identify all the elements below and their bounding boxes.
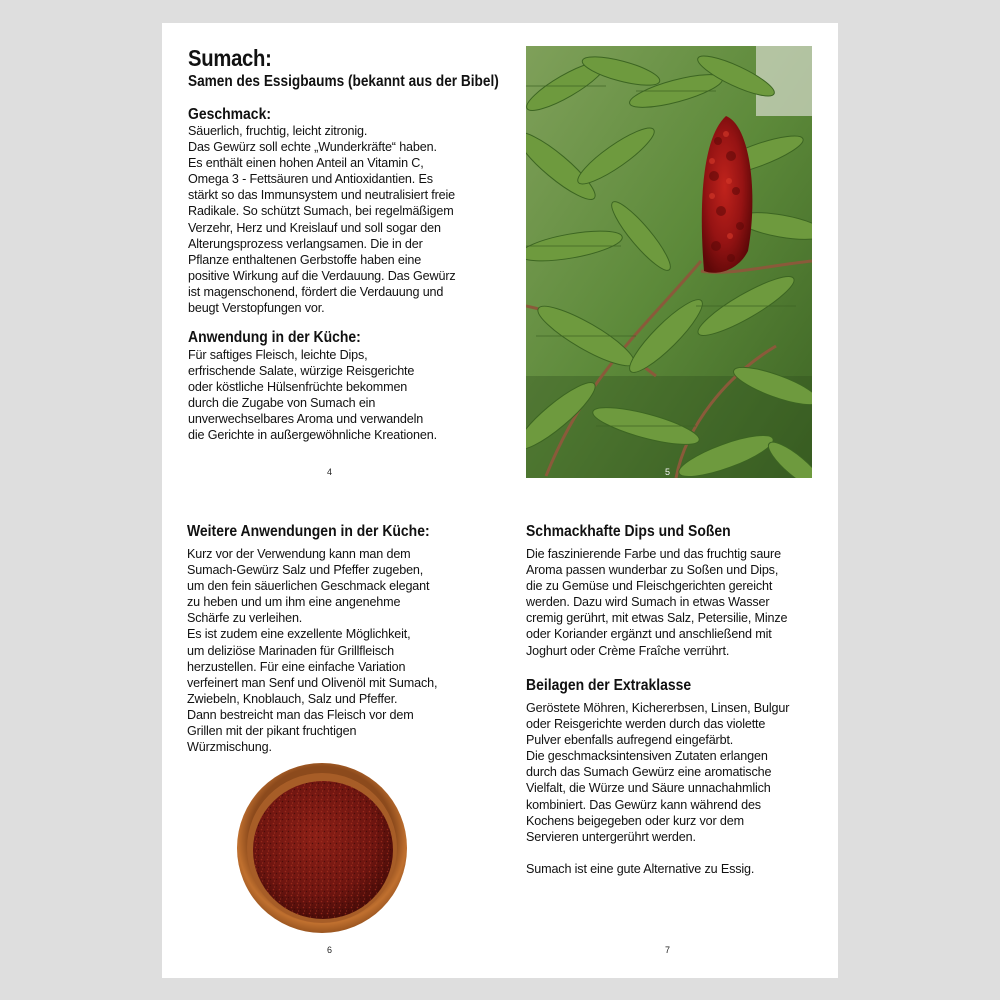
taste-line: Das Gewürz soll echte „Wunderkräfte“ haben. [188,140,437,155]
dips-line: Die faszinierende Farbe und das fruchtig saure [526,547,781,561]
sumac-bowl-photo [236,762,408,934]
taste-line: Omega 3 - Fettsäuren und Antioxidantien. Es [188,172,433,187]
sides-line: Die geschmacksintensiven Zutaten erlangen [526,749,768,764]
kitchen-line: durch die Zugabe von Sumach ein [188,396,376,411]
kitchen-line: Für saftiges Fleisch, leichte Dips, [188,348,368,362]
sumac-plant-image [526,46,812,478]
sides-line: Geröstete Möhren, Kichererbsen, Linsen, Bulgur [526,701,790,715]
sides-line: durch das Sumach Gewürz eine aromatische [526,765,772,780]
page-number-7: 7 [665,945,671,955]
sides-line: Servieren untergerührt werden. [526,829,696,844]
sides-paragraph [526,700,789,845]
kitchen-line: oder köstliche Hülsenfrüchte bekommen [188,380,408,395]
further-uses-line: zu heben und um ihm eine angenehme [187,595,401,610]
further-uses-line: Grillen mit der pikant fruchtigen [187,724,357,739]
page-title: Sumach: [188,45,272,71]
dips-line: die zu Gemüse und Fleischgerichten gereicht [526,579,773,594]
kitchen-line: erfrischende Salate, würzige Reisgerichte [188,364,415,379]
further-uses-line: Es ist zudem eine exzellente Möglichkeit, [187,627,411,642]
page-number-4: 4 [327,467,333,477]
sides-line: Kochens beigegeben oder kurz vor dem [526,813,744,828]
kitchen-line: die Gerichte in außergewöhnliche Kreationen. [188,428,437,443]
page-subtitle: Samen des Essigbaums (bekannt aus der Bibel) [188,73,499,90]
dips-line: cremig gerührt, mit etwas Salz, Petersilie, Minze [526,611,788,626]
taste-line: Säuerlich, fruchtig, leicht zitronig. [188,124,368,138]
sumac-plant-photo [526,46,812,478]
page-number-5: 5 [665,467,671,477]
dips-heading: Schmackhafte Dips und Soßen [526,523,731,540]
kitchen-paragraph [188,347,437,444]
taste-line: Pflanze enthaltenen Gerbstoffe haben eine [188,252,422,267]
further-uses-line: Zwiebeln, Knoblauch, Salz und Pfeffer. [187,691,398,706]
dips-line: werden. Dazu wird Sumach in etwas Wasser [526,595,770,610]
sides-line: Pulver ebenfalls aufregend eingefärbt. [526,733,734,748]
taste-line: ist magenschonend, fördert die Verdauung und [188,284,444,299]
further-uses-line: um den fein säuerlichen Geschmack elegant [187,579,430,594]
sides-line: kombiniert. Das Gewürz kann während des [526,797,761,812]
sumac-bowl-image [236,762,408,934]
further-uses-line: Dann bestreicht man das Fleisch vor dem [187,707,414,722]
taste-heading: Geschmack: [188,106,271,123]
sides-heading: Beilagen der Extraklasse [526,677,692,694]
taste-line: beugt Verstopfungen vor. [188,301,325,316]
further-uses-line: herzustellen. Für eine einfache Variation [187,659,406,674]
taste-line: Es enthält einen hohen Anteil an Vitamin C, [188,156,424,171]
further-uses-line: um deliziöse Marinaden für Grillfleisch [187,643,394,658]
further-uses-line: verfeinert man Senf und Olivenöl mit Sumach, [187,675,438,690]
dips-line: Joghurt oder Crème Fraîche verrührt. [526,643,730,658]
dips-line: oder Koriander ergänzt und anschließend mit [526,627,772,642]
closing-note: Sumach ist eine gute Alternative zu Essig. [526,862,755,876]
taste-line: Radikale. So schützt Sumach, bei regelmäßigem [188,204,454,219]
page-number-6: 6 [327,945,333,955]
sides-line: oder Reisgerichte werden durch das violette [526,717,766,732]
further-uses-line: Kurz vor der Verwendung kann man dem [187,547,411,561]
dips-paragraph [526,546,787,659]
taste-line: positive Wirkung auf die Verdauung. Das Gewürz [188,268,456,283]
further-uses-line: Schärfe zu verleihen. [187,611,303,626]
sides-line: Vielfalt, die Würze und Säure unnachahmlich [526,781,771,796]
further-uses-line: Sumach-Gewürz Salz und Pfeffer zugeben, [187,563,424,578]
further-uses-heading: Weitere Anwendungen in der Küche: [187,523,430,540]
kitchen-heading: Anwendung in der Küche: [188,329,361,346]
kitchen-line: unverwechselbares Aroma und verwandeln [188,412,424,427]
taste-paragraph [188,123,456,316]
taste-line: Verzehr, Herz und Kreislauf und soll sogar den [188,220,441,235]
taste-line: Alterungsprozess verlangsamen. Die in der [188,236,423,251]
taste-line: stärkt so das Immunsystem und neutralisiert freie [188,188,456,203]
further-uses-line: Würzmischung. [187,740,272,755]
further-uses-paragraph [187,546,437,755]
dips-line: Aroma passen wunderbar zu Soßen und Dips, [526,563,779,578]
